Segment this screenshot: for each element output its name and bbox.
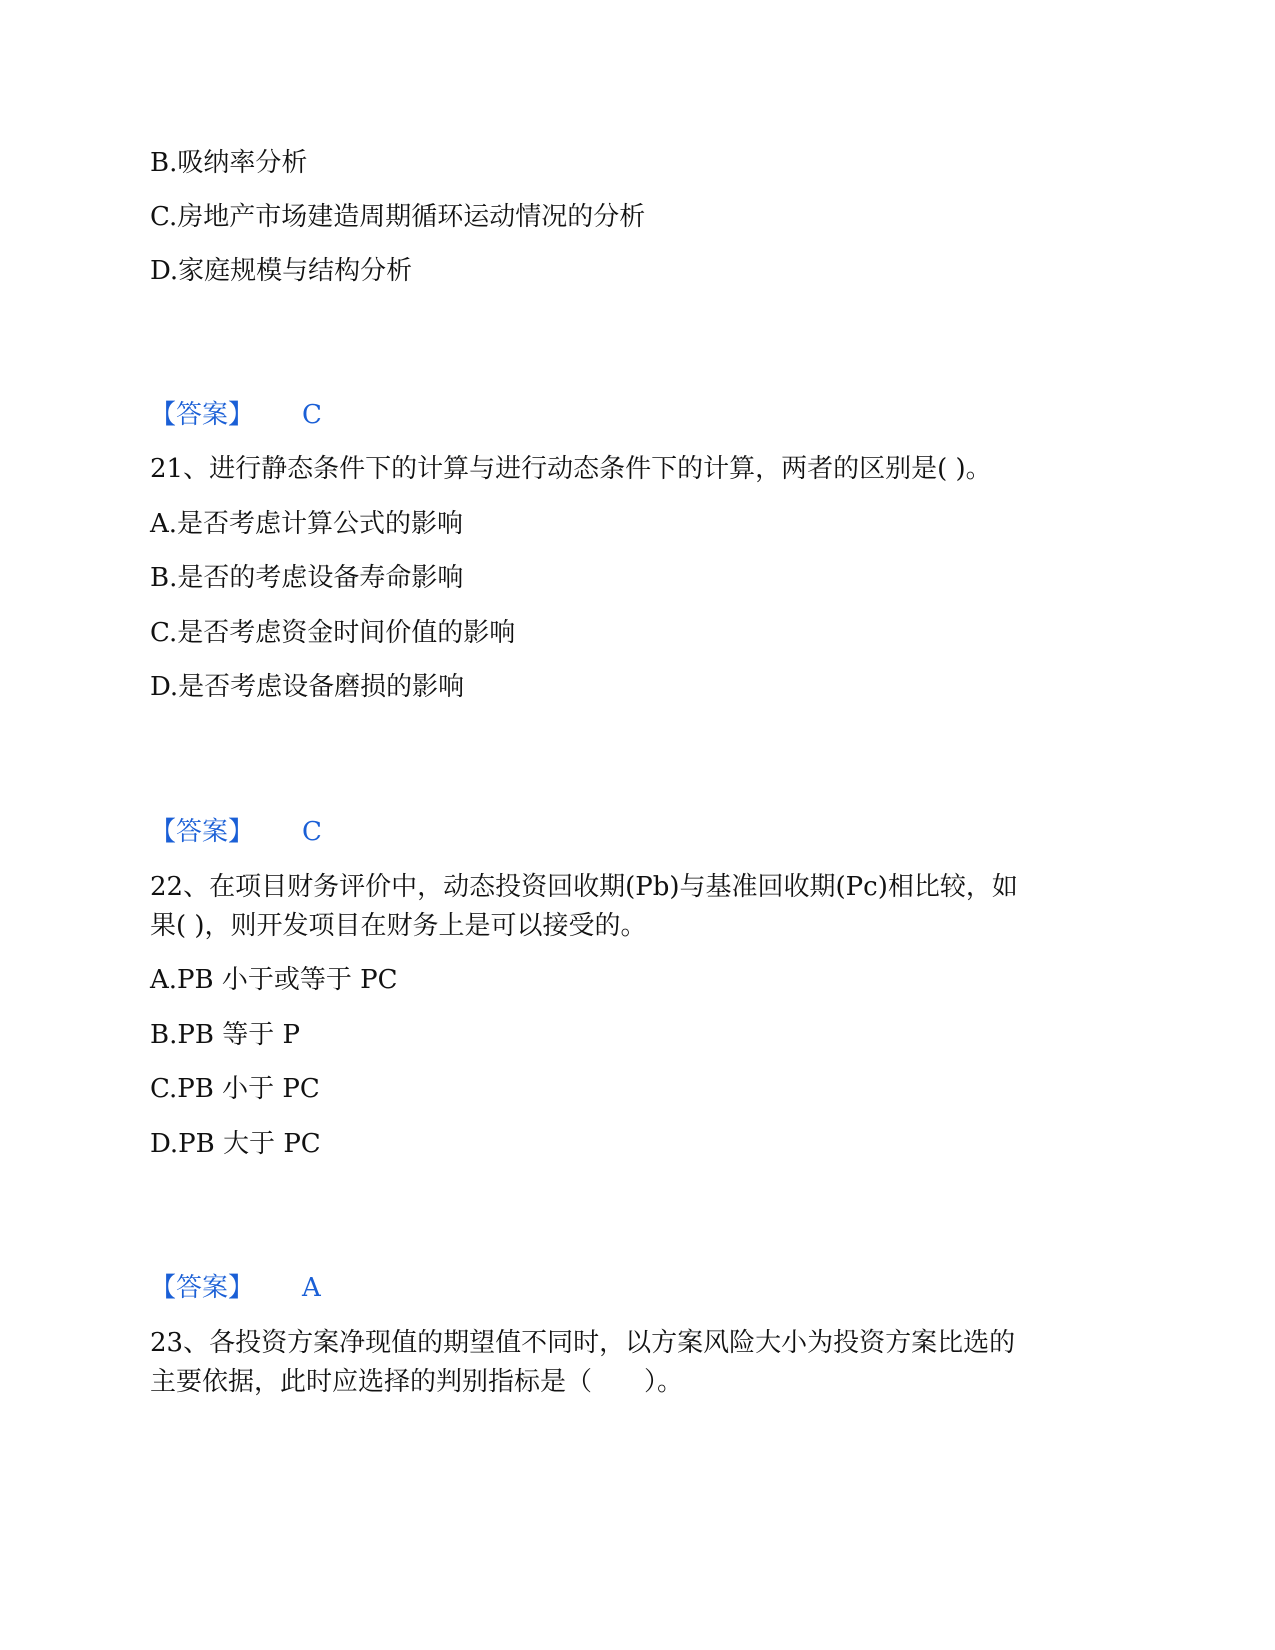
q20-option-d: D.家庭规模与结构分析 [150, 256, 413, 286]
q20-option-c: C.房地产市场建造周期循环运动情况的分析 [150, 202, 646, 232]
q21-option-c: C.是否考虑资金时间价值的影响 [150, 618, 516, 648]
answer-label: 【答案】 [150, 1273, 255, 1303]
q22-answer [150, 1268, 321, 1308]
q21-option-d: D.是否考虑设备磨损的影响 [150, 672, 465, 702]
q22-question-line2: 果( )，则开发项目在财务上是可以接受的。 [150, 911, 647, 941]
answer-value: C [302, 400, 322, 430]
q22-option-a: A.PB 小于或等于 PC [150, 965, 398, 995]
q21-option-b: B.是否的考虑设备寿命影响 [150, 563, 464, 593]
q22-option-b: B.PB 等于 P [150, 1020, 300, 1050]
answer-label: 【答案】 [150, 400, 255, 430]
q20-option-b: B.吸纳率分析 [150, 148, 308, 178]
q21-answer [150, 812, 322, 852]
answer-label: 【答案】 [150, 817, 255, 847]
q22-question-line1: 22、在项目财务评价中，动态投资回收期(Pb)与基准回收期(Pc)相比较，如 [150, 872, 1018, 902]
q22-option-d: D.PB 大于 PC [150, 1129, 321, 1159]
answer-value: C [302, 817, 322, 847]
answer-value: A [302, 1273, 321, 1303]
q23-question-line2: 主要依据，此时应选择的判别指标是（ ）。 [150, 1367, 684, 1397]
q20-answer [150, 395, 322, 435]
q21-question: 21、进行静态条件下的计算与进行动态条件下的计算，两者的区别是( )。 [150, 454, 992, 484]
q22-option-c: C.PB 小于 PC [150, 1074, 320, 1104]
q23-question-line1: 23、各投资方案净现值的期望值不同时，以方案风险大小为投资方案比选的 [150, 1328, 1016, 1358]
q21-option-a: A.是否考虑计算公式的影响 [150, 509, 464, 539]
